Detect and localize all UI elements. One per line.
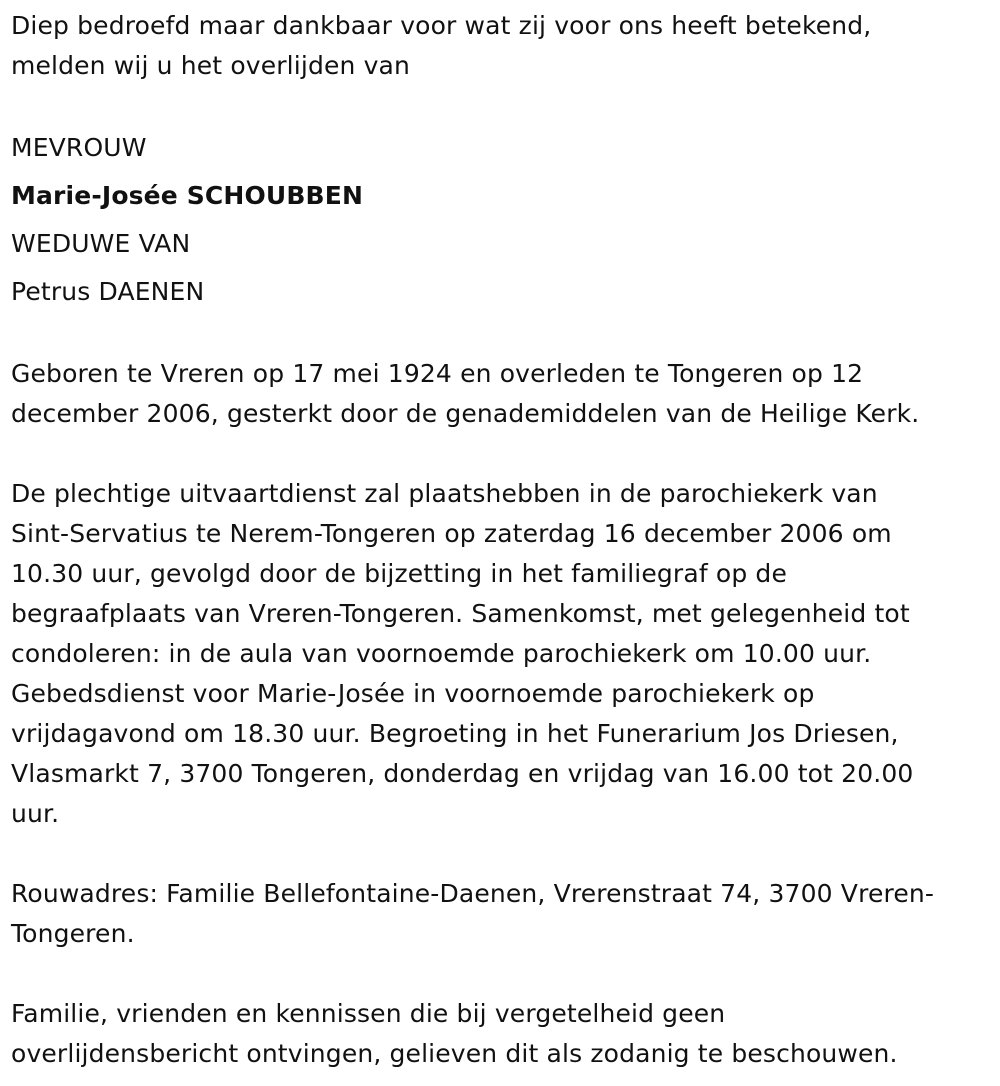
ceremony-line: begraafplaats van Vreren-Tongeren. Samenkomst, met gelegenheid tot (11, 599, 910, 628)
ceremony-line: uur. (11, 799, 60, 828)
intro-paragraph (11, 6, 986, 86)
intro-line: melden wij u het overlijden van (11, 51, 411, 80)
ceremony-line: De plechtige uitvaartdienst zal plaatshebben in de parochiekerk van (11, 479, 878, 508)
closing-line: overlijdensbericht ontvingen, gelieven dit als zodanig te beschouwen. (11, 1039, 898, 1068)
birth-death-line: december 2006, gesterkt door de genademiddelen van de Heilige Kerk. (11, 399, 920, 428)
ceremony-line: condoleren: in de aula van voornoemde parochiekerk om 10.00 uur. (11, 639, 872, 668)
address-line: Rouwadres: Familie Bellefontaine-Daenen, Vrerenstraat 74, 3700 Vreren- (11, 879, 935, 908)
spouse-name: Petrus DAENEN (11, 277, 205, 306)
address-paragraph (11, 874, 986, 954)
birth-death-paragraph (11, 354, 986, 434)
ceremony-line: 10.30 uur, gevolgd door de bijzetting in het familiegraf op de (11, 559, 787, 588)
address-line: Tongeren. (11, 919, 135, 948)
closing-line: Familie, vrienden en kennissen die bij vergetelheid geen (11, 999, 726, 1028)
ceremony-paragraph (11, 474, 986, 834)
deceased-name: Marie-Josée SCHOUBBEN (11, 181, 364, 210)
birth-death-line: Geboren te Vreren op 17 mei 1924 en overleden te Tongeren op 12 (11, 359, 864, 388)
ceremony-line: Vlasmarkt 7, 3700 Tongeren, donderdag en vrijdag van 16.00 tot 20.00 (11, 759, 914, 788)
deceased-relation: WEDUWE VAN (11, 229, 191, 258)
intro-line: Diep bedroefd maar dankbaar voor wat zij voor ons heeft betekend, (11, 11, 872, 40)
ceremony-line: Gebedsdienst voor Marie-Josée in voornoemde parochiekerk op (11, 679, 815, 708)
ceremony-line: Sint-Servatius te Nerem-Tongeren op zaterdag 16 december 2006 om (11, 519, 892, 548)
closing-paragraph (11, 994, 986, 1074)
deceased-title: MEVROUW (11, 133, 147, 162)
ceremony-line: vrijdagavond om 18.30 uur. Begroeting in het Funerarium Jos Driesen, (11, 719, 899, 748)
deceased-block (11, 124, 986, 316)
